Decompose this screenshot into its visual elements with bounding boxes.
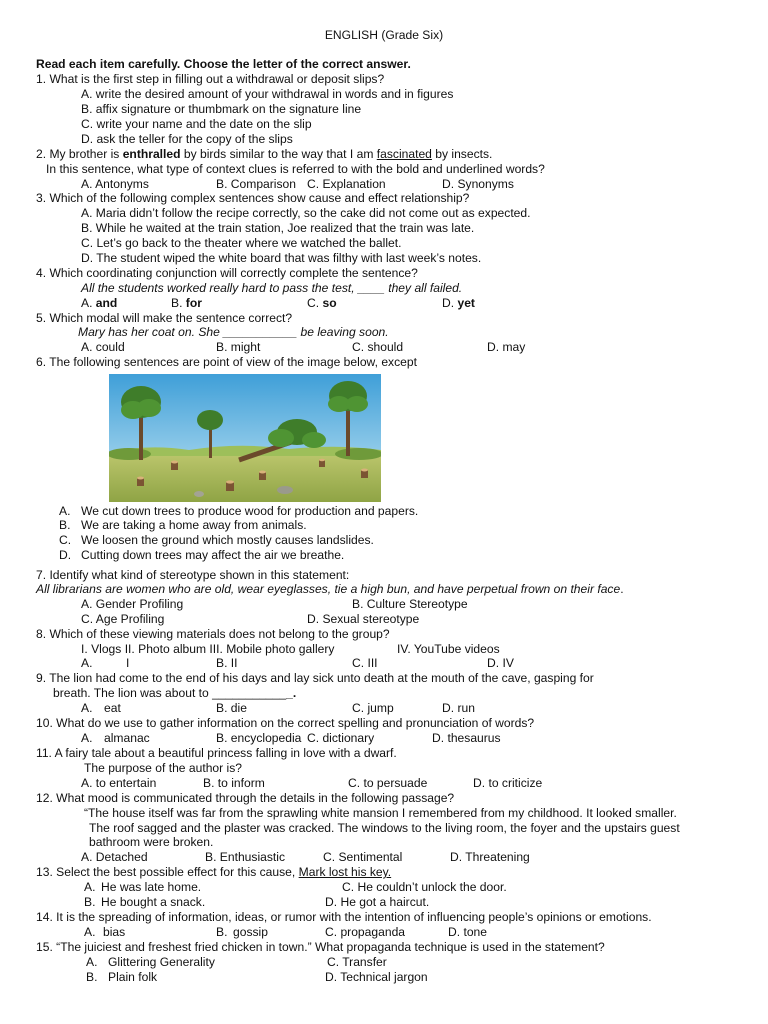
q2-text-1: 2. My brother is	[36, 147, 123, 161]
question-15-stem: 15. “The juiciest and freshest fried chicken in town.” What propaganda technique is used in the statement?	[36, 940, 605, 954]
question-5-choice-d: D. may	[487, 340, 526, 354]
question-13-letter-b: B.	[84, 895, 96, 909]
question-3-stem: 3. Which of the following complex sentences show cause and effect relationship?	[36, 191, 470, 205]
question-7-choice-c: C. Age Profiling	[81, 612, 165, 626]
question-12-choice-c: C. Sentimental	[323, 850, 403, 864]
question-6-letter-d: D.	[59, 548, 72, 562]
question-1-choice-a: A. write the desired amount of your withdrawal in words and in figures	[81, 87, 454, 101]
question-8-items: I. Vlogs II. Photo album III. Mobile photo gallery	[81, 642, 335, 656]
question-1-choice-c: C. write your name and the date on the slip	[81, 117, 312, 131]
question-12-choice-b: B. Enthusiastic	[205, 850, 285, 864]
question-4-stem: 4. Which coordinating conjunction will correctly complete the sentence?	[36, 266, 418, 280]
question-5-stem: 5. Which modal will make the sentence correct?	[36, 311, 293, 325]
question-10-choice-c: C. dictionary	[307, 731, 375, 745]
question-3-choice-a: A. Maria didn’t follow the recipe correctly, so the cake did not come out as expected.	[81, 206, 531, 220]
choice-letter: C.	[307, 296, 323, 310]
question-13-stem	[36, 865, 391, 880]
question-4-choice-b	[171, 296, 202, 311]
question-12-stem: 12. What mood is communicated through the details in the following passage?	[36, 791, 455, 805]
question-3-choice-d: D. The student wiped the white board that was filthy with last week’s notes.	[81, 251, 482, 265]
question-7-statement	[36, 582, 624, 597]
question-5-choice-c: C. should	[352, 340, 404, 354]
question-4-choice-c	[307, 296, 337, 311]
question-11-choice-b: B. to inform	[203, 776, 265, 790]
question-14-choice-c: C. propaganda	[325, 925, 406, 939]
question-15-letter-a: A.	[86, 955, 98, 969]
question-9-letter-a: A.	[81, 701, 93, 715]
question-8-choice-a: I	[126, 656, 130, 670]
question-9-choice-d: D. run	[442, 701, 475, 715]
choice-letter: B.	[171, 296, 186, 310]
q7-italic-statement: All librarians are women who are old, wear eyeglasses, tie a high bun, and have perpetual frown on their face	[36, 582, 621, 596]
question-8-stem: 8. Which of these viewing materials does not belong to the group?	[36, 627, 390, 641]
q2-underlined-word: fascinated	[376, 147, 432, 161]
question-2-stem	[36, 147, 492, 162]
question-6-choice-c: We loosen the ground which mostly causes landslides.	[81, 533, 374, 547]
question-11-stem: 11. A fairy tale about a beautiful princess falling in love with a dwarf.	[36, 746, 397, 760]
q2-bold-word: enthralled	[122, 147, 181, 161]
choice-word: yet	[457, 296, 475, 310]
question-4-choice-d	[442, 296, 475, 311]
question-13-choice-b: He bought a snack.	[101, 895, 206, 909]
question-3-choice-c: C. Let’s go back to the theater where we watched the ballet.	[81, 236, 402, 250]
question-15-letter-b: B.	[86, 970, 98, 984]
page-title: ENGLISH (Grade Six)	[324, 28, 444, 42]
question-7-stem: 7. Identify what kind of stereotype shown in this statement:	[36, 568, 350, 582]
question-6-stem: 6. The following sentences are point of view of the image below, except	[36, 355, 417, 369]
question-15-choice-b: Plain folk	[108, 970, 158, 984]
question-9-line-2	[53, 686, 296, 701]
question-8-choice-d: D. IV	[487, 656, 514, 670]
question-11-line-2: The purpose of the author is?	[84, 761, 242, 775]
question-10-stem: 10. What do we use to gather information on the correct spelling and pronunciation of words?	[36, 716, 535, 730]
question-10-choice-a: almanac	[104, 731, 150, 745]
question-4-choice-a	[81, 296, 117, 311]
q13-cause: Mark lost his key.	[298, 865, 392, 879]
q9-text: breath. The lion was about to	[53, 686, 213, 700]
question-15-choice-c: C. Transfer	[327, 955, 387, 969]
question-6-letter-b: B.	[59, 518, 71, 532]
choice-word: so	[322, 296, 337, 310]
question-7-choice-d: D. Sexual stereotype	[307, 612, 420, 626]
question-14-choice-a: bias	[103, 925, 126, 939]
question-9-choice-b: B. die	[216, 701, 247, 715]
question-15-choice-d: D. Technical jargon	[325, 970, 428, 984]
question-9-choice-c: C. jump	[352, 701, 394, 715]
question-12-passage-3: bathroom were broken.	[89, 835, 214, 849]
question-1-stem: 1. What is the first step in filling out a withdrawal or deposit slips?	[36, 72, 385, 86]
question-13-choice-c: C. He couldn’t unlock the door.	[342, 880, 507, 894]
question-2-choice-d: D. Synonyms	[442, 177, 514, 191]
choice-word: and	[95, 296, 118, 310]
question-7-choice-b: B. Culture Stereotype	[352, 597, 468, 611]
question-1-choice-b: B. affix signature or thumbmark on the signature line	[81, 102, 362, 116]
directions: Read each item carefully. Choose the letter of the correct answer.	[36, 57, 411, 71]
question-10-choice-d: D. thesaurus	[432, 731, 501, 745]
q9-end: _.	[286, 686, 297, 700]
question-2-line-2: In this sentence, what type of context clues is referred to with the bold and underlined words?	[46, 162, 545, 176]
q2-text-3: by insects.	[431, 147, 493, 161]
question-6-choice-d: Cutting down trees may affect the air we breathe.	[81, 548, 345, 562]
question-13-choice-d: D. He got a haircut.	[325, 895, 430, 909]
question-5-choice-a: A. could	[81, 340, 125, 354]
question-12-choice-d: D. Threatening	[450, 850, 530, 864]
question-10-letter-a: A.	[81, 731, 93, 745]
question-4-sentence: All the students worked really hard to pass the test, ____ they all failed.	[81, 281, 463, 295]
question-13-letter-a: A.	[84, 880, 96, 894]
question-14-choice-d: D. tone	[448, 925, 487, 939]
question-14-letter-b: B.	[216, 925, 228, 939]
question-3-choice-b: B. While he waited at the train station, Joe realized that the train was late.	[81, 221, 475, 235]
question-12-choice-a: A. Detached	[81, 850, 148, 864]
choice-word: for	[185, 296, 202, 310]
question-6-choice-b: We are taking a home away from animals.	[81, 518, 307, 532]
question-12-passage-1: “The house itself was far from the sprawling white mansion I remembered from my childhood. It looked smaller.	[84, 806, 677, 820]
choice-letter: A.	[81, 296, 96, 310]
question-14-letter-a: A.	[84, 925, 96, 939]
question-9-stem: 9. The lion had come to the end of his days and lay sick unto death at the mouth of the cave, gasping for	[36, 671, 594, 685]
q13-text: 13. Select the best possible effect for this cause,	[36, 865, 299, 879]
question-11-choice-c: C. to persuade	[348, 776, 428, 790]
question-8-choice-b: B. II	[216, 656, 238, 670]
question-14-choice-b: gossip	[233, 925, 268, 939]
question-8-item-4: IV. YouTube videos	[397, 642, 500, 656]
question-12-passage-2: The roof sagged and the plaster was cracked. The windows to the living room, the foyer and the upstairs guest	[89, 821, 680, 835]
question-7-choice-a: A. Gender Profiling	[81, 597, 184, 611]
question-6-letter-c: C.	[59, 533, 72, 547]
question-5-sentence: Mary has her coat on. She ___________ be leaving soon.	[78, 325, 389, 339]
question-15-choice-a: Glittering Generality	[108, 955, 215, 969]
question-8-letter-a: A.	[81, 656, 93, 670]
question-5-choice-b: B. might	[216, 340, 261, 354]
question-14-stem: 14. It is the spreading of information, ideas, or rumor with the intention of influencing people’s opinions or emotions.	[36, 910, 652, 924]
question-2-choice-b: B. Comparison	[216, 177, 296, 191]
question-10-choice-b: B. encyclopedia	[216, 731, 302, 745]
question-8-choice-c: C. III	[352, 656, 378, 670]
question-11-choice-d: D. to criticize	[473, 776, 543, 790]
choice-letter: D.	[442, 296, 458, 310]
question-9-choice-a: eat	[104, 701, 121, 715]
question-13-choice-a: He was late home.	[101, 880, 202, 894]
question-6-choice-a: We cut down trees to produce wood for production and papers.	[81, 504, 419, 518]
q7-period: .	[620, 582, 624, 596]
deforestation-image	[109, 374, 381, 502]
question-1-choice-d: D. ask the teller for the copy of the slips	[81, 132, 293, 146]
question-6-letter-a: A.	[59, 504, 71, 518]
question-2-choice-c: C. Explanation	[307, 177, 386, 191]
question-2-choice-a: A. Antonyms	[81, 177, 149, 191]
q9-blank: ___________	[212, 686, 287, 700]
question-11-choice-a: A. to entertain	[81, 776, 157, 790]
q2-text-2: by birds similar to the way that I am	[180, 147, 377, 161]
